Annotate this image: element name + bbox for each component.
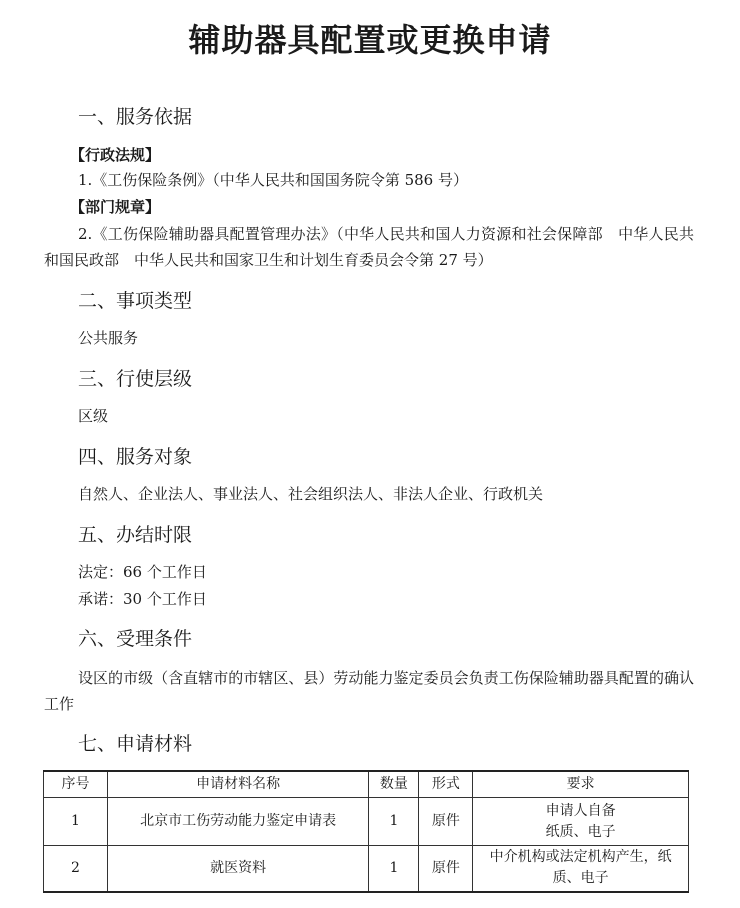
- section-heading-timelimit: 五、办结时限: [78, 524, 193, 546]
- table-row: [44, 798, 689, 846]
- type-value: 公共服务: [78, 329, 139, 347]
- cell-form: 原件: [419, 846, 473, 892]
- section-heading-conditions: 六、受理条件: [78, 628, 193, 650]
- target-value: 自然人、企业法人、事业法人、社会组织法人、非法人企业、行政机关: [78, 485, 544, 503]
- category-admin-regulation: 【行政法规】: [70, 146, 161, 164]
- cell-qty: 1: [369, 846, 419, 892]
- column-header-no: 序号: [44, 771, 108, 798]
- requirement-line: 申请人自备: [545, 802, 616, 819]
- section-heading-level: 三、行使层级: [78, 368, 193, 390]
- requirement-line: 纸质、电子: [545, 823, 616, 840]
- column-header-form: 形式: [419, 771, 473, 798]
- cell-name: 就医资料: [107, 846, 369, 892]
- timelimit-promise: 承诺：30 个工作日: [78, 590, 207, 608]
- cell-no: 2: [44, 846, 108, 892]
- cell-requirement: 中介机构或法定机构产生，纸质、电子: [473, 846, 689, 892]
- level-value: 区级: [78, 407, 109, 425]
- cell-name: 北京市工伤劳动能力鉴定申请表: [107, 798, 369, 846]
- column-header-qty: 数量: [369, 771, 419, 798]
- basis-item-1: 1.《工伤保险条例》（中华人民共和国国务院令第 586 号）: [78, 171, 468, 189]
- table-row: [44, 846, 689, 892]
- timelimit-legal: 法定：66 个工作日: [78, 563, 207, 581]
- cell-qty: 1: [369, 798, 419, 846]
- section-heading-basis: 一、服务依据: [78, 106, 193, 128]
- cell-requirement: [473, 798, 689, 846]
- page-title: 辅助器具配置或更换申请: [188, 21, 552, 59]
- category-department-rule: 【部门规章】: [70, 198, 161, 216]
- conditions-value: 设区的市级（含直辖市的市辖区、县）劳动能力鉴定委员会负责工伤保险辅助器具配置的确认工作: [44, 669, 694, 713]
- section-heading-type: 二、事项类型: [78, 290, 193, 312]
- section-heading-target: 四、服务对象: [78, 446, 193, 468]
- table-header-row: [44, 771, 689, 798]
- section-heading-materials: 七、申请材料: [78, 733, 193, 755]
- column-header-name: 申请材料名称: [107, 771, 369, 798]
- basis-item-2: 2.《工伤保险辅助器具配置管理办法》（中华人民共和国人力资源和社会保障部 中华人民共和国民政部 中华人民共和国家卫生和计划生育委员会令第 27 号）: [44, 225, 694, 269]
- cell-no: 1: [44, 798, 108, 846]
- cell-form: 原件: [419, 798, 473, 846]
- materials-table: [43, 770, 689, 893]
- column-header-requirement: 要求: [473, 771, 689, 798]
